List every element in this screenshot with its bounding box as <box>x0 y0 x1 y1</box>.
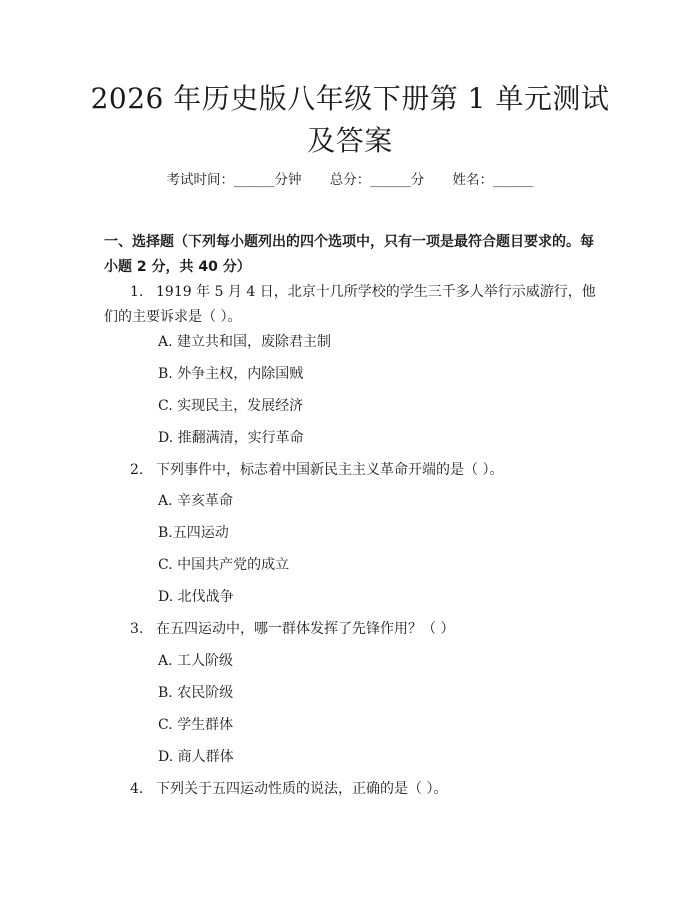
question-text: 下列关于五四运动性质的说法，正确的是（ ）。 <box>156 781 448 797</box>
exam-meta <box>0 168 700 188</box>
option-d: D. 北伐战争 <box>158 589 234 605</box>
name-field: 姓名：______ <box>452 172 534 188</box>
option-d: D. 商人群体 <box>158 749 234 765</box>
section-heading: 一、选择题（下列每小题列出的四个选项中，只有一项是最符合题目要求的。每小题 2 分，共 40 分） <box>104 234 594 275</box>
page-title: 2026 年历史版八年级下册第 1 单元测试及答案 <box>90 82 610 157</box>
option-c: C. 实现民主，发展经济 <box>158 398 304 414</box>
question-number: 3. <box>130 621 144 637</box>
question-number: 4. <box>130 781 144 797</box>
option-a: A. 工人阶级 <box>158 653 234 669</box>
option-d: D. 推翻满清，实行革命 <box>158 430 304 446</box>
question-2 <box>104 458 600 483</box>
question-text: 下列事件中，标志着中国新民主主义革命开端的是（ ）。 <box>156 462 504 478</box>
option-b: B.五四运动 <box>158 525 229 541</box>
question-3 <box>104 617 600 642</box>
option-c: C. 中国共产党的成立 <box>158 557 290 573</box>
option-b: B. 外争主权，内除国贼 <box>158 366 304 382</box>
exam-time-field: 考试时间：______分钟 <box>166 172 302 188</box>
question-text: 1919 年 5 月 4 日，北京十几所学校的学生三千多人举行示威游行，他们的主要诉求是（ ）。 <box>104 284 596 325</box>
option-a: A. 建立共和国，废除君主制 <box>158 334 332 350</box>
option-b: B. 农民阶级 <box>158 685 234 701</box>
question-4 <box>104 777 600 802</box>
question-number: 2. <box>130 462 144 478</box>
option-c: C. 学生群体 <box>158 717 234 733</box>
option-a: A. 辛亥革命 <box>158 493 234 509</box>
question-text: 在五四运动中，哪一群体发挥了先锋作用？（ ） <box>156 621 455 637</box>
question-number: 1. <box>130 284 144 300</box>
total-score-field: 总分：______分 <box>329 172 425 188</box>
question-1 <box>104 280 600 330</box>
